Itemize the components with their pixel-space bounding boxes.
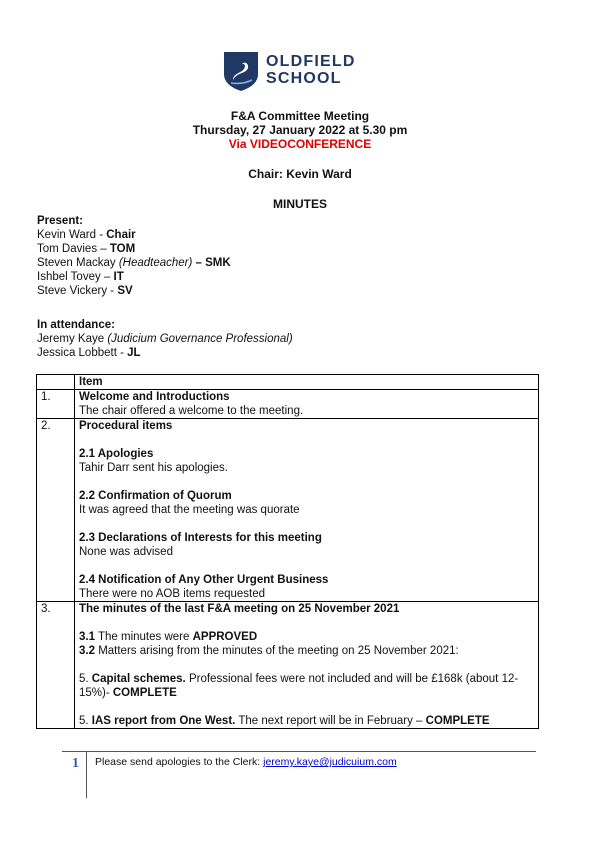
attendance-list — [37, 318, 293, 360]
footer-divider — [62, 751, 536, 752]
item-number: 1. — [37, 390, 75, 419]
clerk-email-link[interactable]: jeremy.kaye@judicuium.com — [263, 756, 397, 768]
table-row — [37, 390, 539, 419]
minutes-table — [36, 374, 539, 729]
attendance-person: Jessica Lobbett - JL — [37, 347, 141, 359]
footer-vertical-divider — [86, 752, 87, 798]
minutes-approved-line: 3.1 The minutes were APPROVED — [79, 631, 258, 643]
subitem-text: None was advised — [79, 546, 173, 558]
item-number: 3. — [37, 602, 75, 729]
logo-line-2: SCHOOL — [266, 70, 342, 87]
school-logo — [222, 50, 362, 94]
table-header-row — [37, 375, 539, 390]
meeting-chair: Chair: Kevin Ward — [248, 167, 352, 181]
swan-shield-icon — [222, 50, 260, 92]
item-title: Welcome and Introductions — [79, 391, 230, 403]
subitem-text: Tahir Darr sent his apologies. — [79, 462, 228, 474]
subitem-text: It was agreed that the meeting was quorate — [79, 504, 300, 516]
document-type: MINUTES — [273, 197, 327, 211]
attendance-person: Jeremy Kaye (Judicium Governance Professional) — [37, 333, 293, 345]
attendance-heading: In attendance: — [37, 319, 115, 331]
present-person: Ishbel Tovey – IT — [37, 271, 124, 283]
present-person: Steve Vickery - SV — [37, 285, 133, 297]
item-text: The chair offered a welcome to the meeting. — [79, 405, 304, 417]
footer-text: Please send apologies to the Clerk: — [95, 756, 264, 768]
subitem-title: 2.4 Notification of Any Other Urgent Business — [79, 574, 329, 586]
present-person: Steven Mackay (Headteacher) – SMK — [37, 257, 231, 269]
item-number: 2. — [37, 419, 75, 602]
meeting-date: Thursday, 27 January 2022 at 5.30 pm — [192, 123, 408, 137]
subitem-title: 2.2 Confirmation of Quorum — [79, 490, 232, 502]
capital-schemes-paragraph: 5. Capital schemes. Professional fees were not included and will be £168k (about 12-15%)- COMPLETE — [79, 673, 519, 699]
table-header-item: Item — [75, 375, 539, 390]
present-heading: Present: — [37, 215, 84, 227]
table-row — [37, 419, 539, 602]
meeting-venue: Via VIDEOCONFERENCE — [228, 137, 372, 151]
matters-arising-line: 3.2 Matters arising from the minutes of the meeting on 25 November 2021: — [79, 645, 459, 657]
page-number: 1 — [72, 756, 79, 771]
table-row — [37, 602, 539, 729]
meeting-title: F&A Committee Meeting — [230, 109, 370, 123]
item-title: Procedural items — [79, 420, 173, 432]
footer-note — [95, 756, 397, 768]
subitem-text: There were no AOB items requested — [79, 588, 266, 600]
item-title: The minutes of the last F&A meeting on 25 November 2021 — [79, 603, 400, 615]
subitem-title: 2.3 Declarations of Interests for this meeting — [79, 532, 322, 544]
present-person: Tom Davies – TOM — [37, 243, 136, 255]
present-list — [37, 214, 231, 298]
logo-line-1: OLDFIELD — [266, 53, 356, 70]
subitem-title: 2.1 Apologies — [79, 448, 154, 460]
present-person: Kevin Ward - Chair — [37, 229, 136, 241]
ias-report-paragraph: 5. IAS report from One West. The next report will be in February – COMPLETE — [79, 715, 490, 727]
